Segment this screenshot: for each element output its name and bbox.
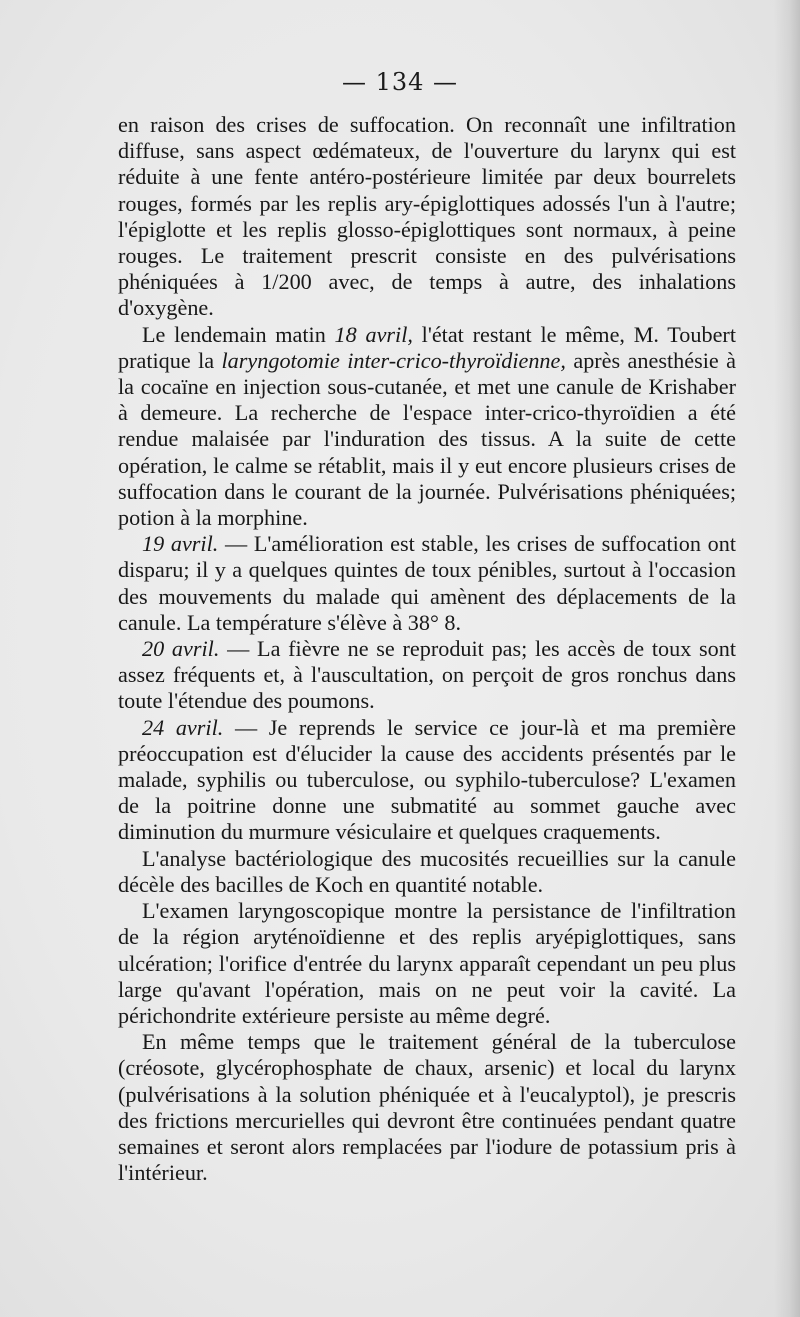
date-italic: 20 avril. [142, 636, 220, 662]
paragraph [118, 322, 736, 532]
text-segment: — L'amélioration est stable, les crises de suffocation ont disparu; il y a quelques quintes de toux pénibles, surtout à l'occasion des mouvements du malade qui amènent des déplacements de la canule. La température s'élève à 38° 8. [118, 531, 736, 635]
date-italic: 18 avril, [334, 321, 413, 347]
text-segment: en raison des crises de suffocation. On reconnaît une infiltration diffuse, sans aspect œdémateux, de l'ouverture du larynx qui est réduite à une fente antéro-postérieure limitée par deux bourrelets rouges, formés par les replis ary-épiglottiques adossés l'un à l'autre; l'épiglotte et les replis glosso-épiglottiques sont normaux, à peine rouges. Le traitement prescrit consiste en des pulvérisations phéniquées à 1/200 avec, de temps à autre, des inhalations d'oxygène. [118, 112, 736, 321]
text-segment: l'état restant le même, M. Toubert pratique la [118, 321, 736, 373]
text-segment: après anesthésie à la cocaïne en injection sous-cutanée, et met une canule de Krishaber à demeure. La recherche de l'espace inter-crico-thyroïdien a été rendue malaisée par l'induration des tissus. A la suite de cette opération, le calme se rétablit, mais il y eut encore plusieurs crises de suffocation dans le courant de la journée. Pulvérisations phéniquées; potion à la morphine. [118, 347, 736, 531]
paragraph [118, 846, 736, 898]
procedure-italic: laryngotomie inter-crico-thyroïdienne, [221, 347, 566, 373]
body-text [118, 112, 736, 1186]
text-segment: L'examen laryngoscopique montre la persistance de l'infiltration de la région aryténoïdienne et des replis aryépiglottiques, sans ulcération; l'orifice d'entrée du larynx apparaît cependant un peu plus large qu'avant l'opération, mais on ne peut voir la cavité. La périchondrite extérieure persiste au même degré. [118, 898, 736, 1028]
text-segment: En même temps que le traitement général de la tuberculose (créosote, glycérophosphate de chaux, arsenic) et local du larynx (pulvérisations à la solution phéniquée et à l'eucalyptol), je prescris des frictions mercurielles qui devront être continuées pendant quatre semaines et seront alors remplacées par l'iodure de potassium pris à l'intérieur. [118, 1029, 736, 1186]
paragraph [118, 531, 736, 636]
text-segment: L'analyse bactériologique des mucosités recueillies sur la canule décèle des bacilles de Koch en quantité notable. [118, 845, 736, 897]
paragraph [118, 1029, 736, 1186]
page-edge-shadow [774, 0, 800, 1317]
text-segment: — Je reprends le service ce jour-là et ma première préoccupation est d'élucider la cause des accidents présentés par le malade, syphilis ou tuberculose, ou syphilo-tuberculose? L'examen de la poitrine donne une submatité au sommet gauche avec diminution du murmure vésiculaire et quelques craquements. [118, 714, 737, 845]
text-segment: — La fièvre ne se reproduit pas; les accès de toux sont assez fréquents et, à l'auscultation, on perçoit de gros ronchus dans toute l'étendue des poumons. [118, 636, 737, 714]
page-number: — 134 — [341, 68, 459, 96]
paragraph [118, 112, 736, 322]
text-segment: Le lendemain matin [142, 321, 335, 347]
paragraph [118, 898, 736, 1029]
date-italic: 19 avril. [142, 531, 219, 557]
paragraph [118, 636, 736, 715]
date-italic: 24 avril. [142, 714, 224, 740]
paragraph [118, 715, 736, 846]
